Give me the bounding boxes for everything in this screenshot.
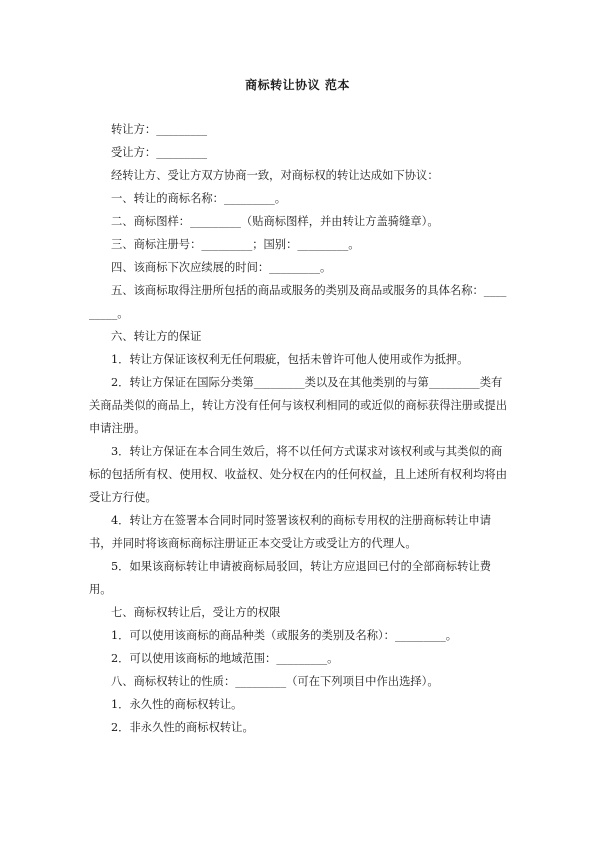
paragraph-6-item-5: 5．如果该商标转让申请被商标局驳回，转让方应退回已付的全部商标转让费用。 bbox=[89, 560, 491, 596]
paragraph-7-item-1: 1．可以使用该商标的商品种类（或服务的类别及名称）：_________。 bbox=[111, 629, 458, 642]
paragraph-clause-3: 三、商标注册号：_________；国别：_________。 bbox=[111, 238, 360, 251]
paragraph-8-item-1: 1．永久性的商标权转让。 bbox=[111, 698, 243, 711]
document-title: 商标转让协议 范本 bbox=[245, 78, 350, 92]
paragraph-transferor: 转让方：_________ bbox=[111, 123, 208, 136]
paragraph-6-item-1: 1．转让方保证该权利无任何瑕疵，包括未曾许可他人使用或作为抵押。 bbox=[111, 353, 469, 366]
paragraph-8-item-2: 2．非永久性的商标权转让。 bbox=[111, 721, 254, 734]
paragraph-section-7-heading: 七、商标权转让后，受让方的权限 bbox=[111, 606, 281, 619]
paragraph-clause-1: 一、转让的商标名称：_________。 bbox=[111, 192, 287, 205]
paragraph-6-item-3: 3．转让方保证在本合同生效后，将不以任何方式谋求对该权利或与其类似的商标的包括所有权、使用权、收益权、处分权在内的任何权益，且上述所有权利均将由受让方行使。 bbox=[89, 445, 507, 504]
paragraph-clause-5: 五、该商标取得注册所包括的商品或服务的类别及商品或服务的具体名称：_________。 bbox=[89, 284, 507, 320]
paragraph-7-item-2: 2．可以使用该商标的地域范围：_________。 bbox=[111, 652, 339, 665]
paragraph-6-item-2: 2．转让方保证在国际分类第_________类以及在其他类别的与第_________类有关商品类似的商品上，转让方没有任何与该权利相同的或近似的商标获得注册或提出申请注册。 bbox=[89, 376, 507, 435]
paragraph-clause-2: 二、商标图样：_________（贴商标图样，并由转让方盖骑缝章）。 bbox=[111, 215, 439, 228]
paragraph-transferee: 受让方：_________ bbox=[111, 146, 208, 159]
document-body bbox=[89, 118, 507, 739]
paragraph-agreement-intro: 经转让方、受让方双方协商一致，对商标权的转让达成如下协议： bbox=[111, 169, 439, 182]
paragraph-section-6-heading: 六、转让方的保证 bbox=[111, 330, 202, 343]
paragraph-section-8-heading: 八、商标权转让的性质：_________（可在下列项目中作出选择）。 bbox=[111, 675, 439, 688]
paragraph-6-item-4: 4．转让方在签署本合同时同时签署该权利的商标专用权的注册商标转让申请书，并同时将该商标商标注册证正本交受让方或受让方的代理人。 bbox=[89, 514, 491, 550]
paragraph-clause-4: 四、该商标下次应续展的时间：_________。 bbox=[111, 261, 332, 274]
